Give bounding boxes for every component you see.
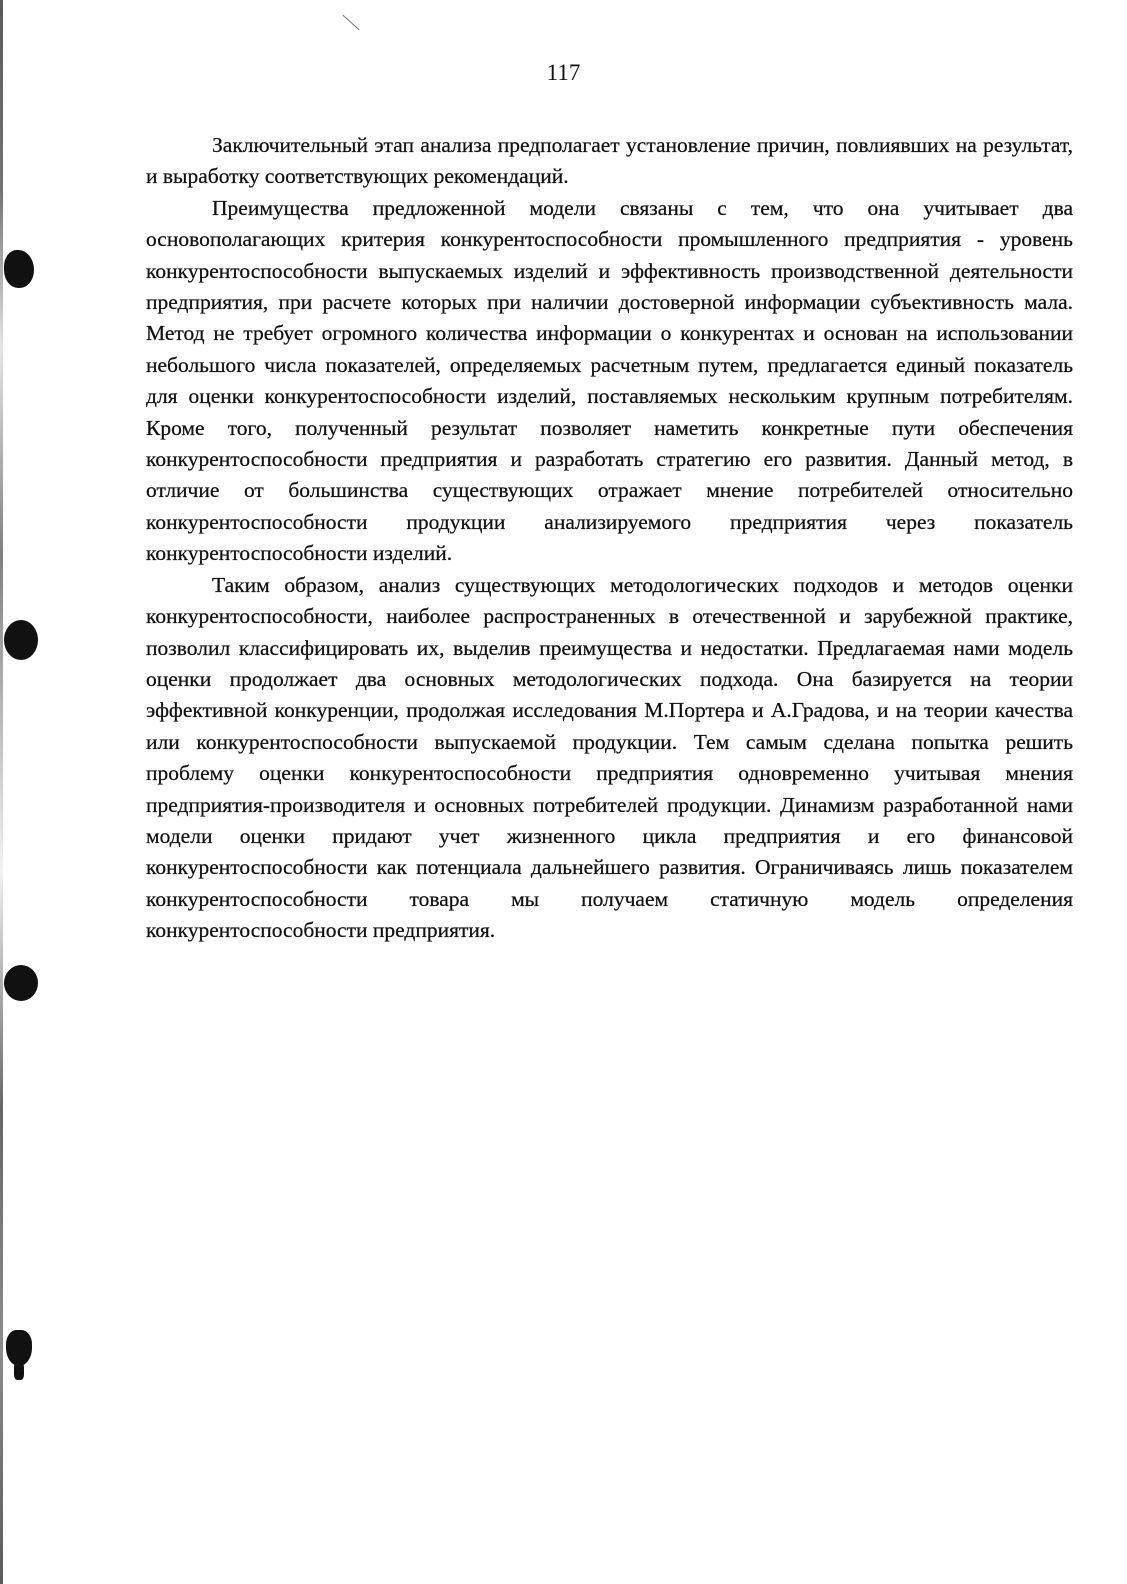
- body-text: [146, 130, 1073, 947]
- scan-edge-mark: [0, 0, 3, 1584]
- ink-blot: [6, 1330, 32, 1366]
- scan-speck: [342, 15, 359, 30]
- ink-blot: [4, 965, 38, 1001]
- page-number: 117: [546, 60, 581, 85]
- ink-blot: [4, 620, 38, 660]
- paragraph-advantages: Преимущества предложенной модели связаны с тем, что она учитывает два основополагающих критерия конкурентоспособности промышленного предприятия - уровень конкурентоспособности выпускаемых изделий и эффективность производственной деятельности предприятия, при расчете которых при наличии достоверной информации субъективность мала. Метод не требует огромного количества информации о конкурентах и основан на использовании небольшого числа показателей, определяемых расчетным путем, предлагается единый показатель для оценки конкурентоспособности изделий, поставляемых нескольким крупным потребителям. Кроме того, полученный результат позволяет наметить конкретные пути обеспечения конкурентоспособности предприятия и разработать стратегию его развития. Данный метод, в отличие от большинства существующих отражает мнение потребителей относительно конкурентоспособности продукции анализируемого предприятия через показатель конкурентоспособности изделий.: [146, 195, 1073, 566]
- ink-blot: [14, 1362, 24, 1380]
- paragraph-summary: Таким образом, анализ существующих методологических подходов и методов оценки конкурентоспособности, наиболее распространенных в отечественной и зарубежной практике, позволил классифицировать их, выделив преимущества и недостатки. Предлагаемая нами модель оценки продолжает два основных методологических подхода. Она базируется на теории эффективной конкуренции, продолжая исследования М.Портера и А.Градова, и на теории качества или конкурентоспособности выпускаемой продукции. Тем самым сделана попытка решить проблему оценки конкурентоспособности предприятия одновременно учитывая мнения предприятия-производителя и основных потребителей продукции. Динамизм разработанной нами модели оценки придают учет жизненного цикла предприятия и его финансовой конкурентоспособности как потенциала дальнейшего развития. Ограничиваясь лишь показателем конкурентоспособности товара мы получаем статичную модель определения конкурентоспособности предприятия.: [146, 572, 1073, 943]
- ink-blot: [4, 250, 34, 288]
- paragraph-conclusion: Заключительный этап анализа предполагает установление причин, повлиявших на результат, и выработку соответствующих рекомендаций.: [146, 133, 1073, 189]
